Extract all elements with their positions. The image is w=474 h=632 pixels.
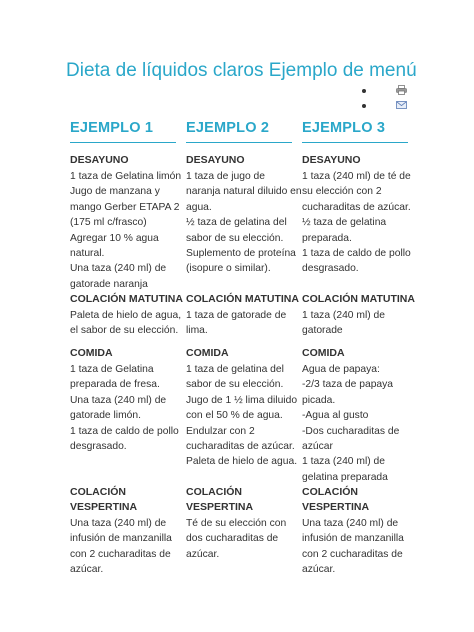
meal-title-line: COLACIÓN — [186, 486, 242, 498]
meal-title: COMIDA — [186, 347, 229, 359]
meal-text-line: cucharaditas de azúcar. — [302, 201, 411, 213]
meal-text-line: 1 taza de gatorade de — [186, 310, 287, 321]
meal-text — [186, 362, 297, 470]
meal-text-line: con 2 cucharaditas de — [302, 548, 403, 560]
meal-text-line: (isopure o similar). — [186, 263, 271, 275]
meal-block — [70, 346, 179, 454]
meal-text-line: natural. — [70, 248, 105, 260]
meal-title: DESAYUNO — [302, 154, 361, 166]
meal-text — [70, 362, 179, 454]
meal-text-line: gatorade — [302, 325, 343, 337]
meal-text-line: picada. — [302, 394, 336, 406]
meal-text-line: 1 taza (240 ml) de — [302, 310, 385, 321]
column-ejemplo-1 — [70, 119, 183, 576]
meal-text-line: 1 taza de Gelatina limón — [70, 171, 182, 182]
meal-title — [70, 485, 172, 515]
meal-text-line: Una taza (240 ml) de — [70, 518, 167, 529]
meal-text — [186, 169, 302, 277]
meal-text-line: naranja natural diluido en — [186, 186, 302, 198]
meal-text-line: desgrasado. — [302, 263, 359, 275]
meal-block — [70, 153, 181, 292]
meal-text-line: -Agua al gusto — [302, 410, 369, 422]
meal-title — [302, 485, 404, 515]
meal-block — [302, 292, 415, 339]
meal-text-line: azúcar. — [186, 548, 220, 560]
meal-title-line: COLACIÓN — [70, 486, 126, 498]
meal-text-line: 1 taza (240 ml) de té de — [302, 171, 411, 182]
meal-text-line: agua. — [186, 201, 212, 213]
meal-text-line: con 2 cucharaditas de — [70, 548, 171, 560]
meal-text-line: ½ taza de gelatina del — [186, 217, 287, 229]
meal-text-line: cucharaditas de azúcar. — [186, 441, 295, 453]
meal-text-line: su elección con 2 — [302, 186, 382, 198]
meal-text-line: Paleta de hielo de agua. — [186, 456, 298, 468]
meal-text-line: Paleta de hielo de agua, — [70, 310, 182, 321]
meal-title: COLACIÓN MATUTINA — [70, 293, 183, 305]
meal-text — [186, 308, 299, 339]
meal-text-line: (175 ml c/frasco) — [70, 217, 147, 229]
meal-text — [302, 308, 415, 339]
meal-text-line: Endulzar con 2 — [186, 425, 255, 437]
meal-text-line: con el 50 % de agua. — [186, 410, 283, 422]
meal-text-line: Una taza (240 ml) de — [302, 518, 399, 529]
meal-block — [186, 485, 286, 562]
meal-text-line: lima. — [186, 325, 208, 337]
meal-text-line: Agregar 10 % agua — [70, 232, 159, 244]
meal-title: DESAYUNO — [70, 154, 129, 166]
meal-title-line: VESPERTINA — [186, 501, 254, 513]
meal-text-line: gelatina preparada — [302, 471, 388, 483]
meal-text-line: 1 taza de jugo de — [186, 171, 266, 182]
meal-title: COLACIÓN MATUTINA — [186, 293, 299, 305]
meal-text-line: preparada. — [302, 232, 352, 244]
meal-text-line: Suplemento de proteína — [186, 248, 296, 260]
bullet — [362, 89, 366, 93]
meal-text-line: preparada de fresa. — [70, 379, 160, 391]
meal-title-line: VESPERTINA — [302, 501, 370, 513]
meal-text-line: 1 taza de gelatina del — [186, 364, 284, 375]
meal-title-line: COLACIÓN — [302, 486, 358, 498]
meal-text-line: -2/3 taza de papaya — [302, 379, 394, 391]
meal-block — [186, 292, 299, 339]
meal-text-line: azúcar. — [302, 564, 336, 576]
meal-title-line: VESPERTINA — [70, 501, 138, 513]
meal-text — [302, 169, 411, 277]
meal-text-line: mango Gerber ETAPA 2 — [70, 201, 180, 213]
printer-icon[interactable] — [396, 85, 407, 95]
meal-text-line: sabor de su elección. — [186, 379, 284, 391]
column-ejemplo-3 — [302, 119, 415, 576]
meal-text-line: azúcar — [302, 441, 333, 453]
meal-text-line: Una taza (240 ml) de — [70, 263, 167, 275]
meal-text-line: desgrasado. — [70, 441, 127, 453]
meal-text-line: Té de su elección con — [186, 518, 287, 529]
column-ejemplo-2 — [186, 119, 302, 560]
meal-text-line: 1 taza de Gelatina — [70, 364, 154, 375]
email-tool[interactable] — [362, 97, 422, 112]
meal-block — [302, 153, 411, 277]
meal-text-line: sabor de su elección. — [186, 232, 284, 244]
meal-text-line: 1 taza de caldo de pollo — [70, 425, 179, 437]
print-tool[interactable] — [362, 82, 422, 97]
meal-text-line: azúcar. — [70, 564, 104, 576]
meal-title — [186, 485, 286, 515]
email-icon[interactable] — [396, 100, 407, 110]
meal-block — [302, 485, 404, 578]
meal-text-line: infusión de manzanilla — [302, 533, 404, 545]
meal-text-line: gatorade limón. — [70, 410, 141, 422]
meal-text — [70, 308, 183, 339]
meal-text-line: gatorade naranja — [70, 278, 148, 290]
meal-text-line: el sabor de su elección. — [70, 325, 179, 337]
meal-block — [186, 153, 302, 277]
meal-title: COMIDA — [302, 347, 345, 359]
meal-text — [70, 516, 172, 578]
meal-text-line: dos cucharaditas de — [186, 533, 279, 545]
page-tools — [362, 82, 422, 112]
meal-block — [302, 346, 399, 485]
meal-title: COMIDA — [70, 347, 113, 359]
meal-text-line: Una taza (240 ml) de — [70, 394, 167, 406]
meal-text-line: -Dos cucharaditas de — [302, 425, 400, 437]
bullet — [362, 104, 366, 108]
meal-text — [302, 516, 404, 578]
meal-block — [70, 292, 183, 339]
meal-title: COLACIÓN MATUTINA — [302, 293, 415, 305]
meal-text-line: infusión de manzanilla — [70, 533, 172, 545]
column-header: EJEMPLO 2 — [186, 119, 292, 143]
column-header: EJEMPLO 3 — [302, 119, 408, 143]
meal-text-line: Agua de papaya: — [302, 364, 380, 375]
column-header: EJEMPLO 1 — [70, 119, 176, 143]
meal-text-line: Jugo de 1 ½ lima diluido — [186, 394, 298, 406]
meal-text-line: Jugo de manzana y — [70, 186, 160, 198]
meal-text-line: ½ taza de gelatina — [302, 217, 387, 229]
page-title: Dieta de líquidos claros Ejemplo de menú — [66, 60, 417, 81]
meal-title: DESAYUNO — [186, 154, 245, 166]
meal-block — [186, 346, 297, 470]
meal-text-line: 1 taza (240 ml) de — [302, 456, 385, 468]
meal-block — [70, 485, 172, 578]
meal-text-line: 1 taza de caldo de pollo — [302, 248, 411, 260]
meal-text — [186, 516, 286, 562]
meal-text — [70, 169, 181, 292]
menu-columns — [70, 119, 415, 576]
meal-text — [302, 362, 399, 485]
